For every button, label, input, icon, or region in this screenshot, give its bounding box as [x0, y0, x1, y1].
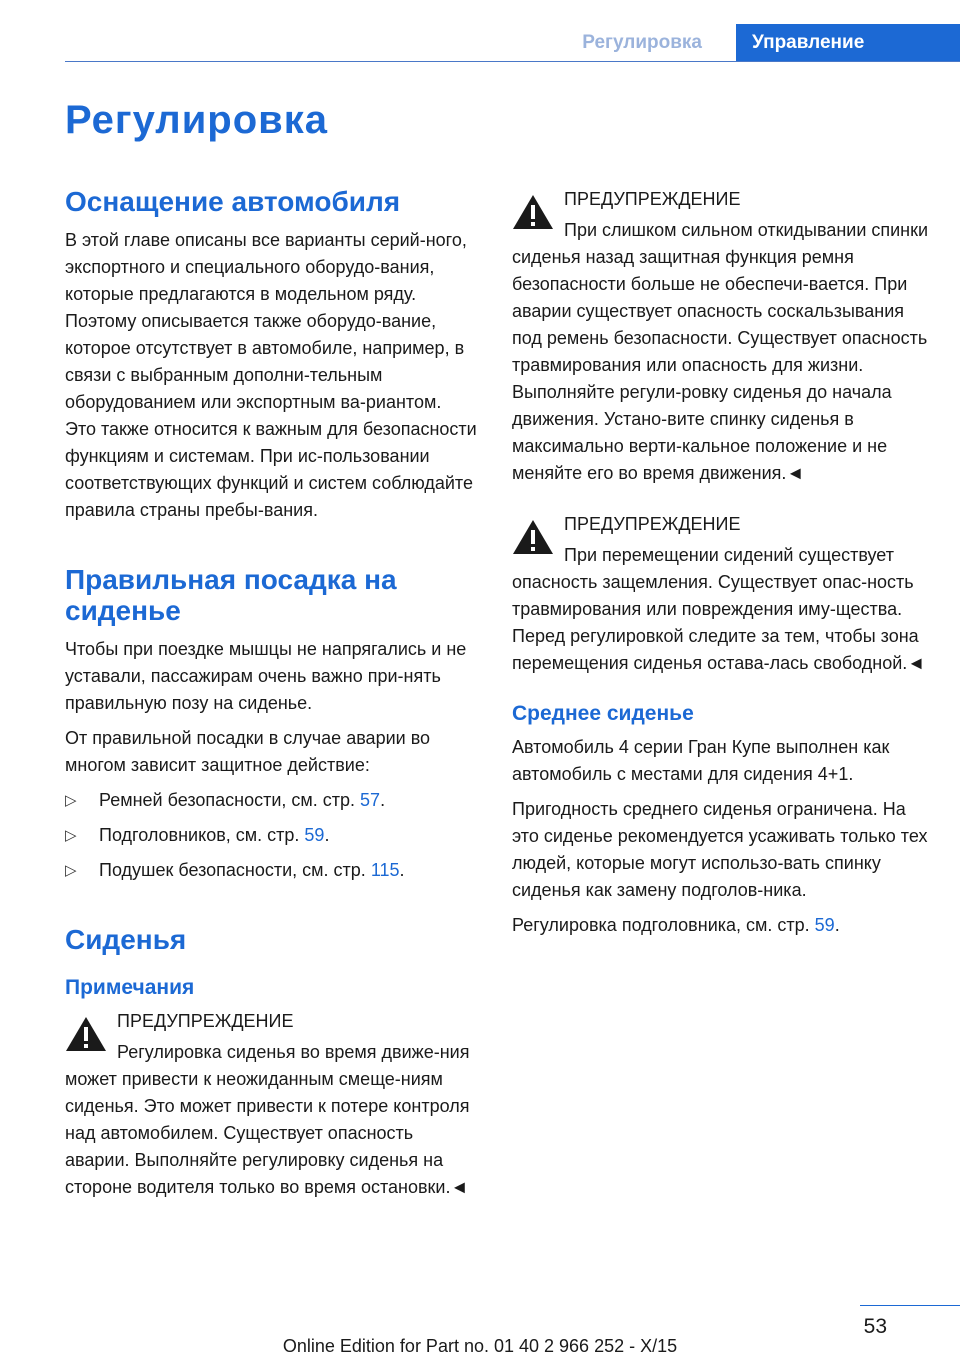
warning-text: При слишком сильном откидывании спинки сиденья назад защитная функция ремня безопасности больше не обеспечи-вается. При аварии существует опасность соскальзывания под ремень безопасности. Существует опасность травмирования или опасность для жизни. Выполняйте регули-ровку сиденья до начала движения. Устано-вите спинку сиденья в максимально верти-кальное положение и не меняйте его во время движения.◄ — [512, 220, 929, 483]
page-number: 53 — [863, 1315, 887, 1338]
middle-seat-para-2: Пригодность среднего сиденья ограничена. На это сиденье рекомендуется усаживать только тех людей, которые могут использо-вать спинку сиденья как замену подголов-ника. — [512, 799, 928, 900]
seating-para-1: Чтобы при поездке мышцы не напрягались и не уставали, пассажирам очень важно при-нять правильную позу на сиденье. — [65, 639, 467, 713]
left-column — [65, 186, 477, 1213]
warning-text: При перемещении сидений существует опасность защемления. Существует опас-ность травмирования или повреждения иму-щества. Перед регулировкой следите за тем, чтобы зона перемещения сиденья остава-лась свободной.◄ — [512, 545, 926, 673]
heading-middle-seat: Среднее сиденье — [512, 702, 694, 725]
page-link-57[interactable]: 57 — [360, 790, 381, 810]
equipment-body: В этой главе описаны все варианты серий-ного, экспортного и специального оборудо-вания, которые предлагаются в модельном ряду. Поэтому описывается также оборудо-вание, которое отсутствует в автомобиле, например, в связи с выбранным дополни-тельным оборудованием или экспортным ва-риантом. Это также относится к важным для безопасности функциям и системам. При ис-пользовании соответствующих функций и систем соблюдайте правила страны пребы-вания. — [65, 230, 477, 520]
warning-title: ПРЕДУПРЕЖДЕНИЕ — [117, 1011, 294, 1031]
triangle-right-icon: ▷ — [65, 792, 77, 809]
warning-block-pinching — [512, 511, 930, 677]
list-item: ▷ Ремней безопасности, см. стр. 57. — [65, 787, 477, 814]
warning-title: ПРЕДУПРЕЖДЕНИЕ — [564, 514, 741, 534]
seating-para-2: От правильной посадки в случае аварии во многом зависит защитное действие: — [65, 728, 431, 775]
triangle-right-icon: ▷ — [65, 827, 77, 844]
page-link-59[interactable]: 59 — [304, 825, 325, 845]
header-chapter-tab[interactable]: Управление — [736, 24, 960, 61]
middle-seat-para-3: Регулировка подголовника, см. стр. 59. — [512, 915, 840, 935]
list-item: ▷ Подушек безопасности, см. стр. 115. — [65, 857, 477, 884]
footer-divider — [860, 1305, 960, 1306]
footer-edition: Online Edition for Part no. 01 40 2 966 252 - X/15 — [282, 1336, 678, 1356]
warning-text: Регулировка сиденья во время движе-ния может привести к неожиданным смеще-ниям сиденья. Это может привести к потере контроля над автомобилем. Существует опасность аварии. Выполняйте регулировку сиденья на стороне водителя только во время остановки.◄ — [65, 1042, 470, 1197]
warning-title: ПРЕДУПРЕЖДЕНИЕ — [564, 189, 741, 209]
header-divider — [65, 61, 960, 62]
warning-triangle-icon — [512, 194, 554, 230]
warning-block-backrest — [512, 186, 930, 487]
page-title: Регулировка — [65, 98, 329, 142]
list-item: ▷ Подголовников, см. стр. 59. — [65, 822, 477, 849]
subheading-notes: Примечания — [65, 976, 195, 999]
heading-equipment: Оснащение автомобиля — [65, 186, 401, 217]
warning-triangle-icon — [512, 519, 554, 555]
heading-seats: Сиденья — [65, 924, 187, 955]
protection-list — [65, 787, 477, 884]
triangle-right-icon: ▷ — [65, 862, 77, 879]
warning-triangle-icon — [65, 1016, 107, 1052]
header-section-tab[interactable]: Регулировка — [582, 32, 702, 53]
page-link-59[interactable]: 59 — [814, 915, 835, 935]
warning-block-seat-adjust — [65, 1008, 477, 1201]
right-column — [512, 186, 930, 947]
middle-seat-para-1: Автомобиль 4 серии Гран Купе выполнен как автомобиль с местами для сидения 4+1. — [512, 737, 890, 784]
page-link-115[interactable]: 115 — [370, 860, 400, 880]
heading-correct-seating: Правильная посадка на сиденье — [65, 564, 397, 626]
